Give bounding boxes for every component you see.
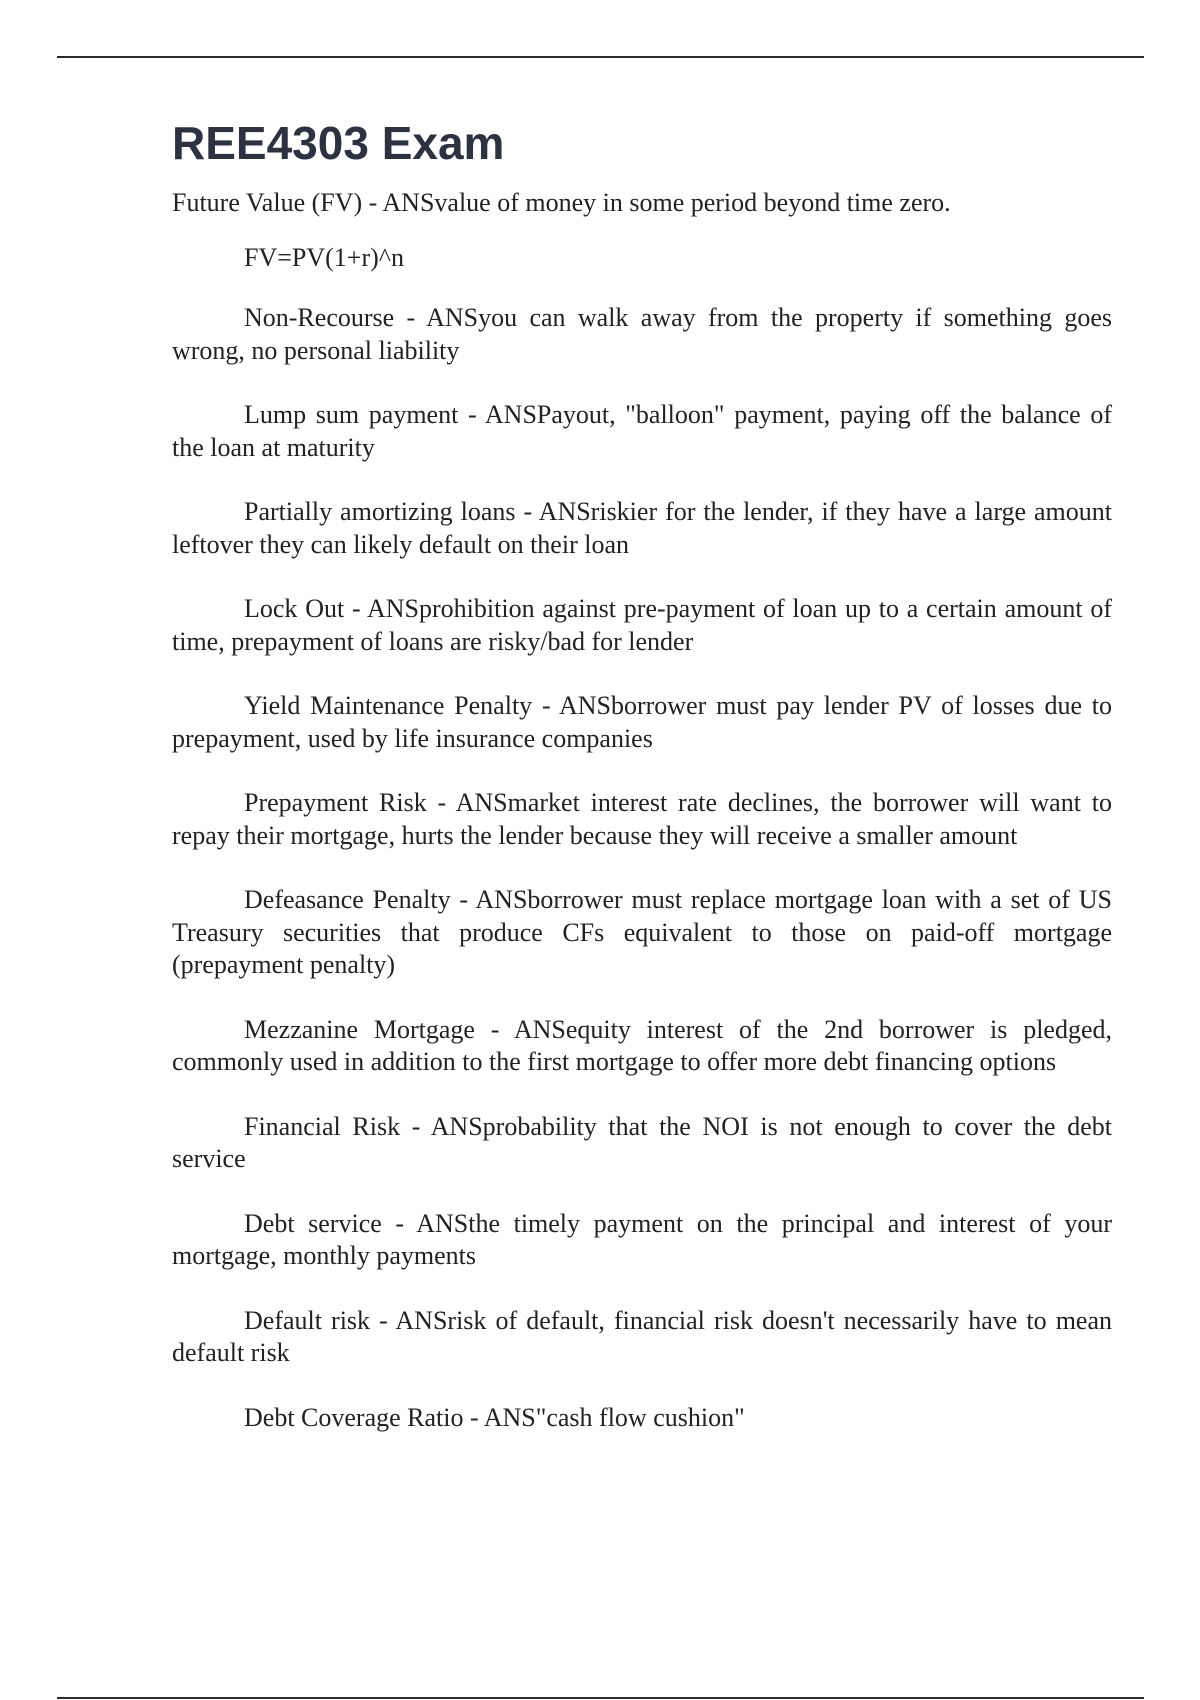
fv-formula: FV=PV(1+r)^n (244, 243, 404, 272)
bottom-divider (57, 1697, 1144, 1699)
definition-entry: Debt service - ANSthe timely payment on the principal and interest of your mortgage, monthly payments (172, 1208, 1112, 1270)
document-body (172, 108, 1112, 1466)
definition-entry: Non-Recourse - ANSyou can walk away from the property if something goes wrong, no personal liability (172, 303, 1112, 365)
definition-entry: Default risk - ANSrisk of default, financial risk doesn't necessarily have to mean default risk (172, 1305, 1112, 1367)
definition-entry: Debt Coverage Ratio - ANS"cash flow cushion" (244, 1402, 745, 1432)
definition-entry: Financial Risk - ANSprobability that the NOI is not enough to cover the debt service (172, 1111, 1112, 1173)
definition-entry: Partially amortizing loans - ANSriskier for the lender, if they have a large amount leftover they can likely default on their loan (172, 497, 1112, 559)
top-divider (57, 56, 1144, 58)
intro-definition: Future Value (FV) - ANSvalue of money in some period beyond time zero. (172, 188, 951, 217)
page-title: REE4303 Exam (172, 117, 505, 169)
definition-entry: Yield Maintenance Penalty - ANSborrower must pay lender PV of losses due to prepayment, used by life insurance companies (172, 691, 1112, 753)
definition-entry: Defeasance Penalty - ANSborrower must replace mortgage loan with a set of US Treasury securities that produce CFs equivalent to those on paid-off mortgage (prepayment penalty) (172, 885, 1112, 979)
definition-entry: Lock Out - ANSprohibition against pre-payment of loan up to a certain amount of time, prepayment of loans are risky/bad for lender (172, 594, 1112, 656)
definition-entry: Lump sum payment - ANSPayout, "balloon" payment, paying off the balance of the loan at maturity (172, 400, 1112, 462)
definition-entry: Mezzanine Mortgage - ANSequity interest of the 2nd borrower is pledged, commonly used in addition to the first mortgage to offer more debt financing options (172, 1014, 1112, 1076)
definition-entry: Prepayment Risk - ANSmarket interest rate declines, the borrower will want to repay their mortgage, hurts the lender because they will receive a smaller amount (172, 788, 1112, 850)
